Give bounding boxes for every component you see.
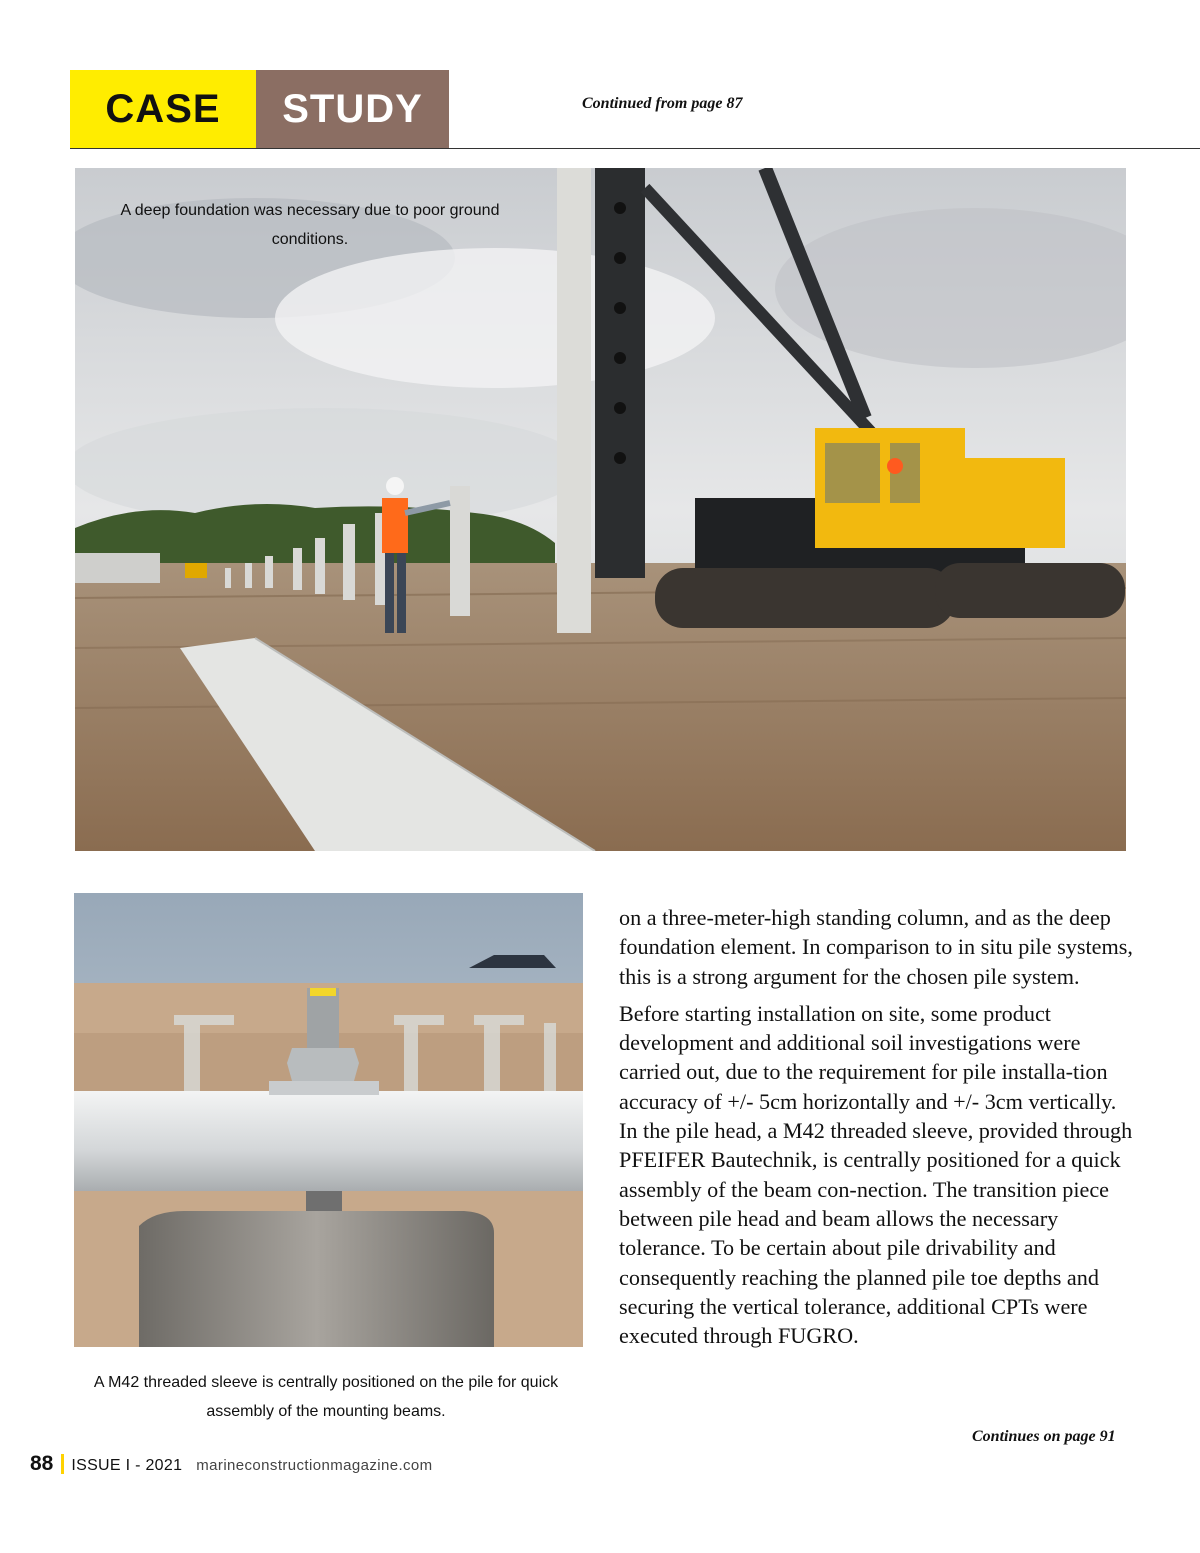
issue-label: ISSUE I - 2021 xyxy=(71,1457,183,1474)
article-body xyxy=(619,903,1139,1358)
pile-driving-photo xyxy=(75,168,1126,851)
photo-caption-bottom: A M42 threaded sleeve is centrally positioned on the pile for quick assembly of the mounting beams. xyxy=(93,1374,559,1420)
photo-caption-top: A deep foundation was necessary due to poor ground conditions. xyxy=(120,202,500,248)
website-link[interactable]: marineconstructionmagazine.com xyxy=(196,1457,433,1474)
page-footer xyxy=(30,1452,433,1476)
continues-on-note: Continues on page 91 xyxy=(972,1428,1116,1445)
section-label-study: STUDY xyxy=(256,70,449,148)
page-number: 88 xyxy=(30,1452,54,1475)
continued-from-note: Continued from page 87 xyxy=(582,95,743,112)
footer-divider xyxy=(61,1454,64,1474)
header-divider xyxy=(70,148,1200,149)
section-label-case: CASE xyxy=(70,70,256,148)
threaded-sleeve-photo xyxy=(74,893,583,1347)
article-paragraph: Before starting installation on site, some product development and additional soil investigations were carried out, due to the requirement for pile installa-tion accuracy of +/- 5cm horizontally and +/- 3cm vertically. In the pile head, a M42 threaded sleeve, provided through PFEIFER Bautechnik, is centrally positioned for a quick assembly of the beam con-nection. The transition piece between pile head and beam allows the necessary tolerance. To be certain about pile drivability and consequently reaching the planned pile toe depths and securing the vertical tolerance, additional CPTs were executed through FUGRO. xyxy=(619,1000,1133,1349)
article-paragraph: on a three-meter-high standing column, and as the deep foundation element. In comparison to in situ pile systems, this is a strong argument for the chosen pile system. xyxy=(619,905,1133,989)
